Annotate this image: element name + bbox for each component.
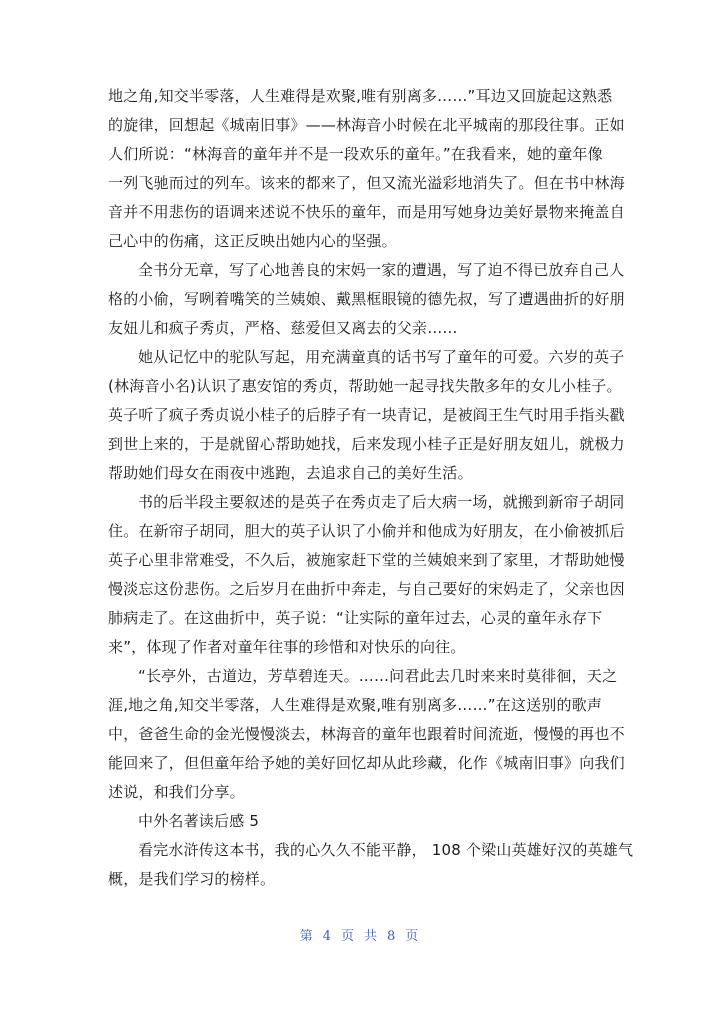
paragraph-start-line: “长亭外，古道边，芳草碧连天。……问君此去几时来来时莫徘徊，天之 — [138, 667, 618, 685]
current-page-number: 4 — [322, 929, 333, 944]
text-line: 人们所说：“林海音的童年并不是一段欢乐的童年。”在我看来，她的童年像 — [108, 145, 603, 163]
text-line: 概，是我们学习的榜样。 — [108, 870, 276, 888]
text-line: 英子听了疯子秀贞说小桂子的后脖子有一块青记，是被阎王生气时用手指头戳 — [108, 406, 625, 424]
section-heading: 中外名著读后感 5 — [138, 812, 260, 830]
text-line: 帮助她们母女在雨夜中逃跑，去追求自己的美好生活。 — [108, 464, 473, 482]
text-line: 来”，体现了作者对童年往事的珍惜和对快乐的向往。 — [108, 638, 466, 656]
document-body — [108, 82, 634, 894]
total-label: 共 — [364, 929, 380, 944]
text-line: 音并不用悲伤的语调来述说不快乐的童年，而是用写她身边美好景物来掩盖自 — [108, 203, 625, 221]
text-line: 到世上来的，于是就留心帮助她找，后来发现小桂子正是好朋友妞儿，就极力 — [108, 435, 625, 453]
text-line: 慢淡忘这份悲伤。之后岁月在曲折中奔走，与自己要好的宋妈走了，父亲也因 — [108, 580, 625, 598]
paragraph-start-line: 看完水浒传这本书，我的心久久不能平静， 108 个梁山英雄好汉的英雄气 — [138, 841, 634, 859]
text-line: 中，爸爸生命的金光慢慢淡去，林海音的童年也跟着时间流逝，慢慢的再也不 — [108, 725, 625, 743]
page-label: 第 — [299, 929, 315, 944]
paragraph-start-line: 书的后半段主要叙述的是英子在秀贞走了后大病一场，就搬到新帘子胡同 — [138, 493, 625, 511]
page-footer — [0, 925, 720, 944]
text-line: 述说，和我们分享。 — [108, 783, 245, 801]
text-line: 能回来了，但但童年给予她的美好回忆却从此珍藏，化作《城南旧事》向我们 — [108, 754, 625, 772]
text-line: 友妞儿和疯子秀贞，严格、慈爱但又离去的父亲…… — [108, 319, 458, 337]
text-line: (林海音小名)认识了惠安馆的秀贞，帮助她一起寻找失散多年的女儿小桂子。 — [108, 377, 622, 395]
text-line: 英子心里非常难受，不久后，被施家赶下堂的兰姨娘来到了家里，才帮助她慢 — [108, 551, 625, 569]
text-line: 一列飞驰而过的列车。该来的都来了，但又流光溢彩地消失了。但在书中林海 — [108, 174, 625, 192]
text-line: 肺病走了。在这曲折中，英子说：“让实际的童年过去，心灵的童年永存下 — [108, 609, 603, 627]
paragraph-start-line: 她从记忆中的驼队写起，用充满童真的话书写了童年的可爱。六岁的英子 — [138, 348, 625, 366]
paragraph-start-line: 全书分无章，写了心地善良的宋妈一家的遭遇，写了迫不得已放弃自己人 — [138, 261, 625, 279]
text-line: 格的小偷，写咧着嘴笑的兰姨娘、戴黑框眼镜的德先叔，写了遭遇曲折的好朋 — [108, 290, 625, 308]
page-label: 页 — [405, 929, 421, 944]
text-line: 的旋律，回想起《城南旧事》——林海音小时候在北平城南的那段往事。正如 — [108, 116, 625, 134]
text-line: 地之角,知交半零落，人生难得是欢聚,唯有别离多……”耳边又回旋起这熟悉 — [108, 87, 613, 105]
text-line: 己心中的伤痛，这正反映出她内心的坚强。 — [108, 232, 397, 250]
text-line: 涯,地之角,知交半零落，人生难得是欢聚,唯有别离多……”在这送别的歌声 — [108, 696, 603, 714]
text-line: 住。在新帘子胡同，胆大的英子认识了小偷并和他成为好朋友，在小偷被抓后 — [108, 522, 625, 540]
total-pages-number: 8 — [387, 929, 398, 944]
page-label: 页 — [340, 929, 356, 944]
